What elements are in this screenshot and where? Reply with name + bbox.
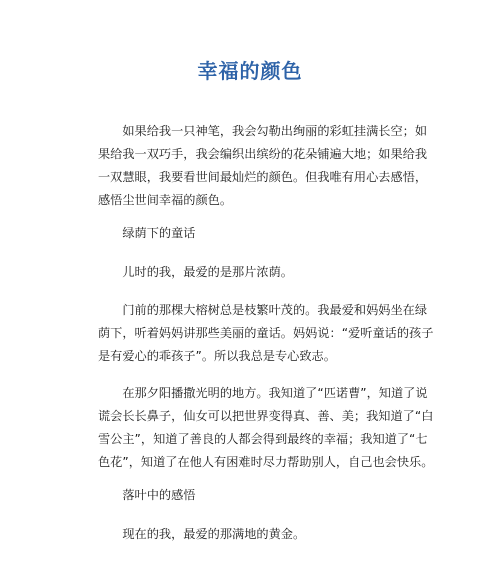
text-line: 门前的那棵大榕树总是枝繁叶茂的。我最爱和妈妈坐在绿 <box>98 303 428 317</box>
text-line: 绿荫下的童话 <box>98 226 196 240</box>
document-title: 幸福的颜色 <box>197 59 303 83</box>
section-heading-leaves <box>98 484 420 507</box>
section-heading-shade <box>98 222 420 245</box>
text-line: 如果给我一只神笔，我会勾勒出绚丽的彩虹挂满长空；如 <box>98 124 428 138</box>
text-line: 在那夕阳播撒光明的地方。我知道了“匹诺曹”，知道了说 <box>98 386 428 400</box>
paragraph-sunset <box>98 382 434 474</box>
text-line: 落叶中的感悟 <box>98 488 196 502</box>
paragraph-intro <box>98 120 428 212</box>
text-line: 感悟尘世间幸福的颜色。 <box>98 193 233 207</box>
text-line: 是有爱心的乖孩子”。所以我总是专心致志。 <box>98 349 336 363</box>
text-line: 儿时的我，最爱的是那片浓荫。 <box>98 265 293 279</box>
paragraph-now <box>98 523 420 546</box>
text-line: 色花”，知道了在他人有困难时尽力帮助别人，自己也会快乐。 <box>98 455 434 469</box>
text-line: 荫下，听着妈妈讲那些美丽的童话。妈妈说：“爱听童话的孩子 <box>98 326 434 340</box>
text-line: 一双慧眼，我要看世间最灿烂的颜色。但我唯有用心去感悟， <box>98 170 428 184</box>
paragraph-childhood <box>98 261 420 284</box>
paragraph-banyan <box>98 299 434 368</box>
text-line: 雪公主”，知道了善良的人都会得到最终的幸福；我知道了“七 <box>98 432 428 446</box>
text-line: 谎会长长鼻子，仙女可以把世界变得真、善、美；我知道了“白 <box>98 409 434 423</box>
text-line: 现在的我，最爱的那满地的黄金。 <box>98 527 306 541</box>
text-line: 果给我一双巧手，我会编织出缤纷的花朵铺遍大地；如果给我 <box>98 147 428 161</box>
